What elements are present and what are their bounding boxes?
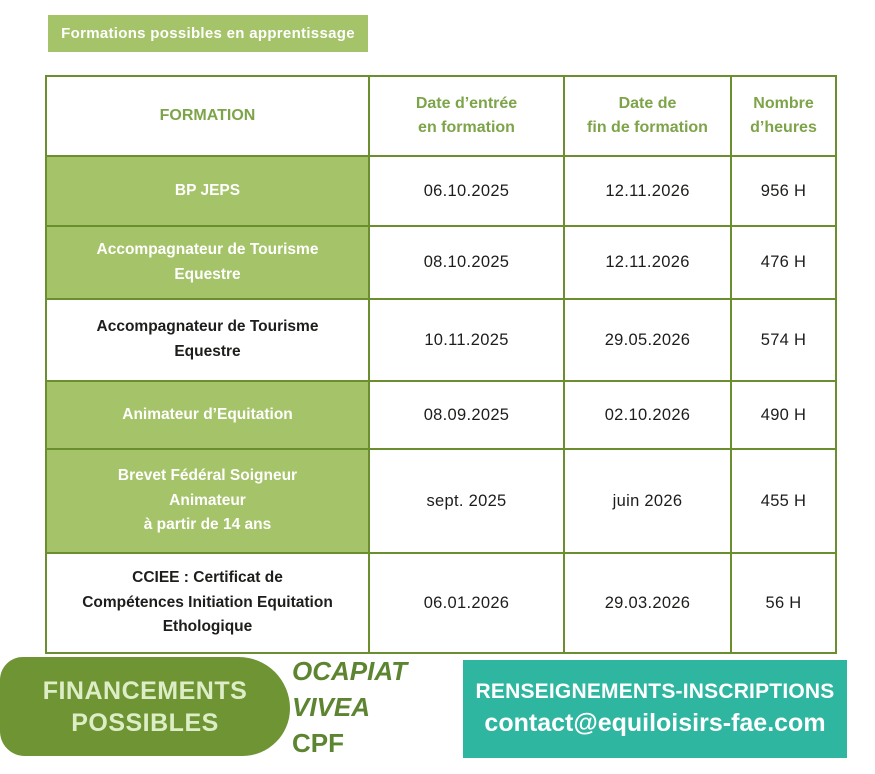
formation-name-line: Brevet Fédéral Soigneur	[117, 466, 298, 484]
header-label: FORMATION	[159, 107, 256, 124]
formation-name-cell	[46, 226, 369, 299]
header-cell-end-date	[564, 76, 731, 156]
end-date-cell: juin 2026	[564, 449, 731, 553]
hours-cell: 476 H	[731, 226, 836, 299]
funding-options	[292, 653, 407, 761]
formation-name-line: Accompagnateur de Tourisme	[96, 318, 319, 336]
financements-blob	[0, 657, 290, 756]
formation-name-cell	[46, 553, 369, 653]
header-cell-formation	[46, 76, 369, 156]
funding-option-vivea: VIVEA	[292, 692, 371, 722]
formation-name-line: BP JEPS	[174, 181, 241, 199]
financements-label-line: FINANCEMENTS	[42, 676, 248, 705]
financements-label-line: POSSIBLES	[71, 708, 219, 737]
formation-name-cell	[46, 381, 369, 449]
table-row	[46, 449, 836, 553]
formation-name-cell	[46, 299, 369, 381]
end-date-cell: 29.05.2026	[564, 299, 731, 381]
formation-name-line: à partir de 14 ans	[143, 516, 272, 534]
entry-date-cell: 08.10.2025	[369, 226, 564, 299]
entry-date-cell: sept. 2025	[369, 449, 564, 553]
table-row	[46, 381, 836, 449]
contact-box	[463, 660, 847, 758]
end-date-cell: 12.11.2026	[564, 156, 731, 226]
end-date-cell: 29.03.2026	[564, 553, 731, 653]
header-cell-entry-date	[369, 76, 564, 156]
title-badge	[48, 15, 368, 52]
formation-name-line: Accompagnateur de Tourisme	[96, 240, 319, 258]
formation-name-line: Compétences Initiation Equitation	[82, 593, 333, 611]
hours-cell: 455 H	[731, 449, 836, 553]
formation-name-line: Animateur	[169, 491, 246, 509]
entry-date-cell: 06.10.2025	[369, 156, 564, 226]
table-row	[46, 156, 836, 226]
formation-name-line: CCIEE : Certificat de	[132, 568, 283, 586]
table-header-row	[46, 76, 836, 156]
header-label: fin de formation	[587, 119, 708, 136]
table-row	[46, 226, 836, 299]
funding-option-ocapiat: OCAPIAT	[292, 656, 408, 686]
funding-option-cpf: CPF	[292, 728, 344, 758]
header-label: Nombre	[753, 95, 814, 112]
header-label: Date de	[618, 95, 677, 112]
contact-title: RENSEIGNEMENTS-INSCRIPTIONS	[475, 680, 835, 703]
header-label: Date d’entrée	[415, 95, 518, 112]
table-row	[46, 299, 836, 381]
contact-email: contact@equiloisirs-fae.com	[484, 709, 826, 737]
formation-name-line: Ethologique	[162, 618, 253, 636]
title-badge-label: Formations possibles en apprentissage	[61, 25, 355, 42]
formation-name-cell	[46, 449, 369, 553]
formation-name-line: Equestre	[174, 265, 241, 283]
table-row	[46, 553, 836, 653]
hours-cell: 956 H	[731, 156, 836, 226]
formation-name-line: Equestre	[174, 343, 241, 360]
header-label: en formation	[418, 119, 515, 136]
header-label: d’heures	[750, 119, 817, 136]
hours-cell: 56 H	[731, 553, 836, 653]
end-date-cell: 12.11.2026	[564, 226, 731, 299]
hours-cell: 490 H	[731, 381, 836, 449]
entry-date-cell: 08.09.2025	[369, 381, 564, 449]
formation-name-cell	[46, 156, 369, 226]
hours-cell: 574 H	[731, 299, 836, 381]
end-date-cell: 02.10.2026	[564, 381, 731, 449]
header-cell-hours	[731, 76, 836, 156]
entry-date-cell: 06.01.2026	[369, 553, 564, 653]
formations-table	[45, 75, 837, 654]
entry-date-cell: 10.11.2025	[369, 299, 564, 381]
formation-name-line: Animateur d’Equitation	[122, 405, 293, 423]
